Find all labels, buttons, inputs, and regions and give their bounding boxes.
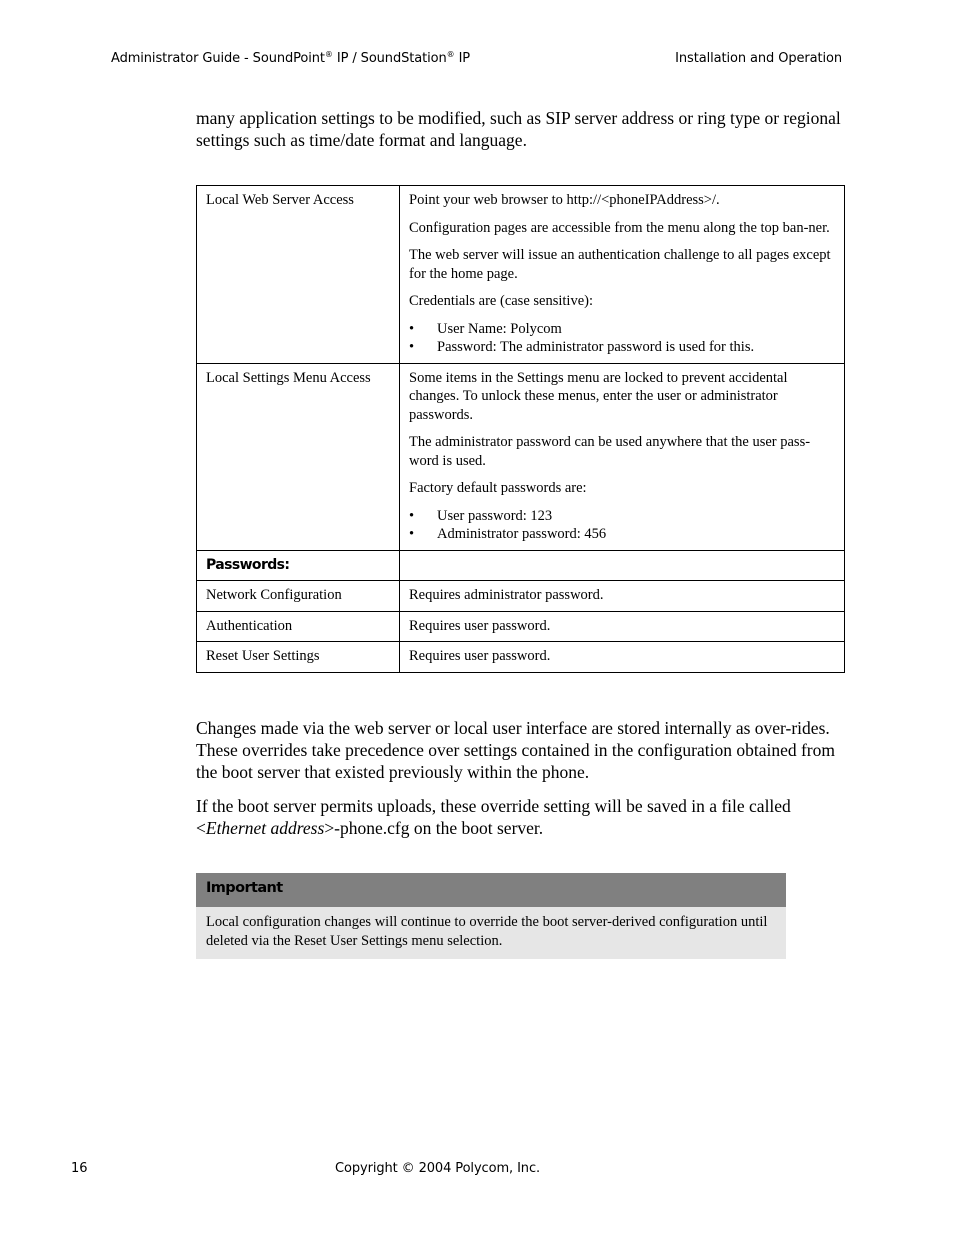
description-paragraph: Configuration pages are accessible from the menu along the top ban-ner.: [409, 219, 830, 236]
page-number: 16: [71, 1161, 88, 1176]
row-label: Local Settings Menu Access: [197, 363, 400, 550]
description-paragraph: Some items in the Settings menu are locked to prevent accidental changes. To unlock these menus, enter the user or administrator passwords.: [409, 369, 788, 423]
uploads-text: >-phone.cfg on the boot server.: [324, 818, 544, 838]
description-paragraph: Point your web browser to http://<phoneIPAddress>/.: [409, 192, 720, 208]
description-paragraph: The web server will issue an authentication challenge to all pages except for the home page.: [409, 247, 831, 282]
list-item: • Administrator password: 456: [409, 525, 835, 544]
description-paragraph: The administrator password can be used anywhere that the user pass-word is used.: [409, 434, 811, 469]
header-title-part: IP / SoundStation: [332, 51, 447, 66]
table-row: [197, 642, 845, 673]
running-header-title: [111, 51, 470, 66]
row-value: Requires user password.: [400, 611, 845, 642]
row-value: Requires administrator password.: [400, 581, 845, 612]
row-label: Local Web Server Access: [197, 186, 400, 364]
row-description: [400, 363, 845, 550]
table-row: [197, 186, 845, 364]
passwords-heading: Passwords:: [197, 550, 400, 581]
table-row: [197, 550, 845, 581]
registered-mark: ®: [446, 50, 455, 59]
description-paragraph: Factory default passwords are:: [409, 480, 587, 496]
uploads-paragraph: [196, 795, 846, 839]
row-description: [400, 186, 845, 364]
list-item: • User password: 123: [409, 507, 835, 526]
list-item: • Password: The administrator password is used for this.: [409, 338, 835, 357]
uploads-text: If the boot server permits uploads, these override setting will be saved in a file called <: [196, 796, 791, 838]
empty-cell: [400, 550, 845, 581]
table-row: [197, 581, 845, 612]
row-label: Authentication: [197, 611, 400, 642]
important-callout: [196, 873, 786, 959]
description-paragraph: Credentials are (case sensitive):: [409, 293, 593, 309]
table-row: [197, 611, 845, 642]
intro-paragraph: many application settings to be modified, such as SIP server address or ring type or regional settings such as time/date format and language.: [196, 108, 841, 150]
row-label: Network Configuration: [197, 581, 400, 612]
default-passwords-list: [409, 507, 835, 544]
uploads-italic: Ethernet address: [205, 818, 325, 838]
row-value: Requires user password.: [400, 642, 845, 673]
running-header-section: Installation and Operation: [675, 51, 842, 66]
list-item: • User Name: Polycom: [409, 320, 835, 339]
access-settings-table: [196, 185, 845, 673]
header-title-part: IP: [454, 51, 471, 66]
row-label: Reset User Settings: [197, 642, 400, 673]
table-row: [197, 363, 845, 550]
header-title-part: Administrator Guide - SoundPoint: [111, 51, 325, 66]
credentials-list: [409, 320, 835, 357]
overrides-paragraph: Changes made via the web server or local user interface are stored internally as over-rides. These overrides take precedence over settings contained in the configuration obtained from the boot server that existed previously within the phone.: [196, 718, 835, 782]
copyright-footer: Copyright © 2004 Polycom, Inc.: [335, 1161, 541, 1176]
important-body: Local configuration changes will continue to override the boot server-derived configuration until deleted via the Reset User Settings menu selection.: [196, 907, 786, 959]
important-title: Important: [196, 873, 786, 907]
registered-mark: ®: [324, 50, 333, 59]
